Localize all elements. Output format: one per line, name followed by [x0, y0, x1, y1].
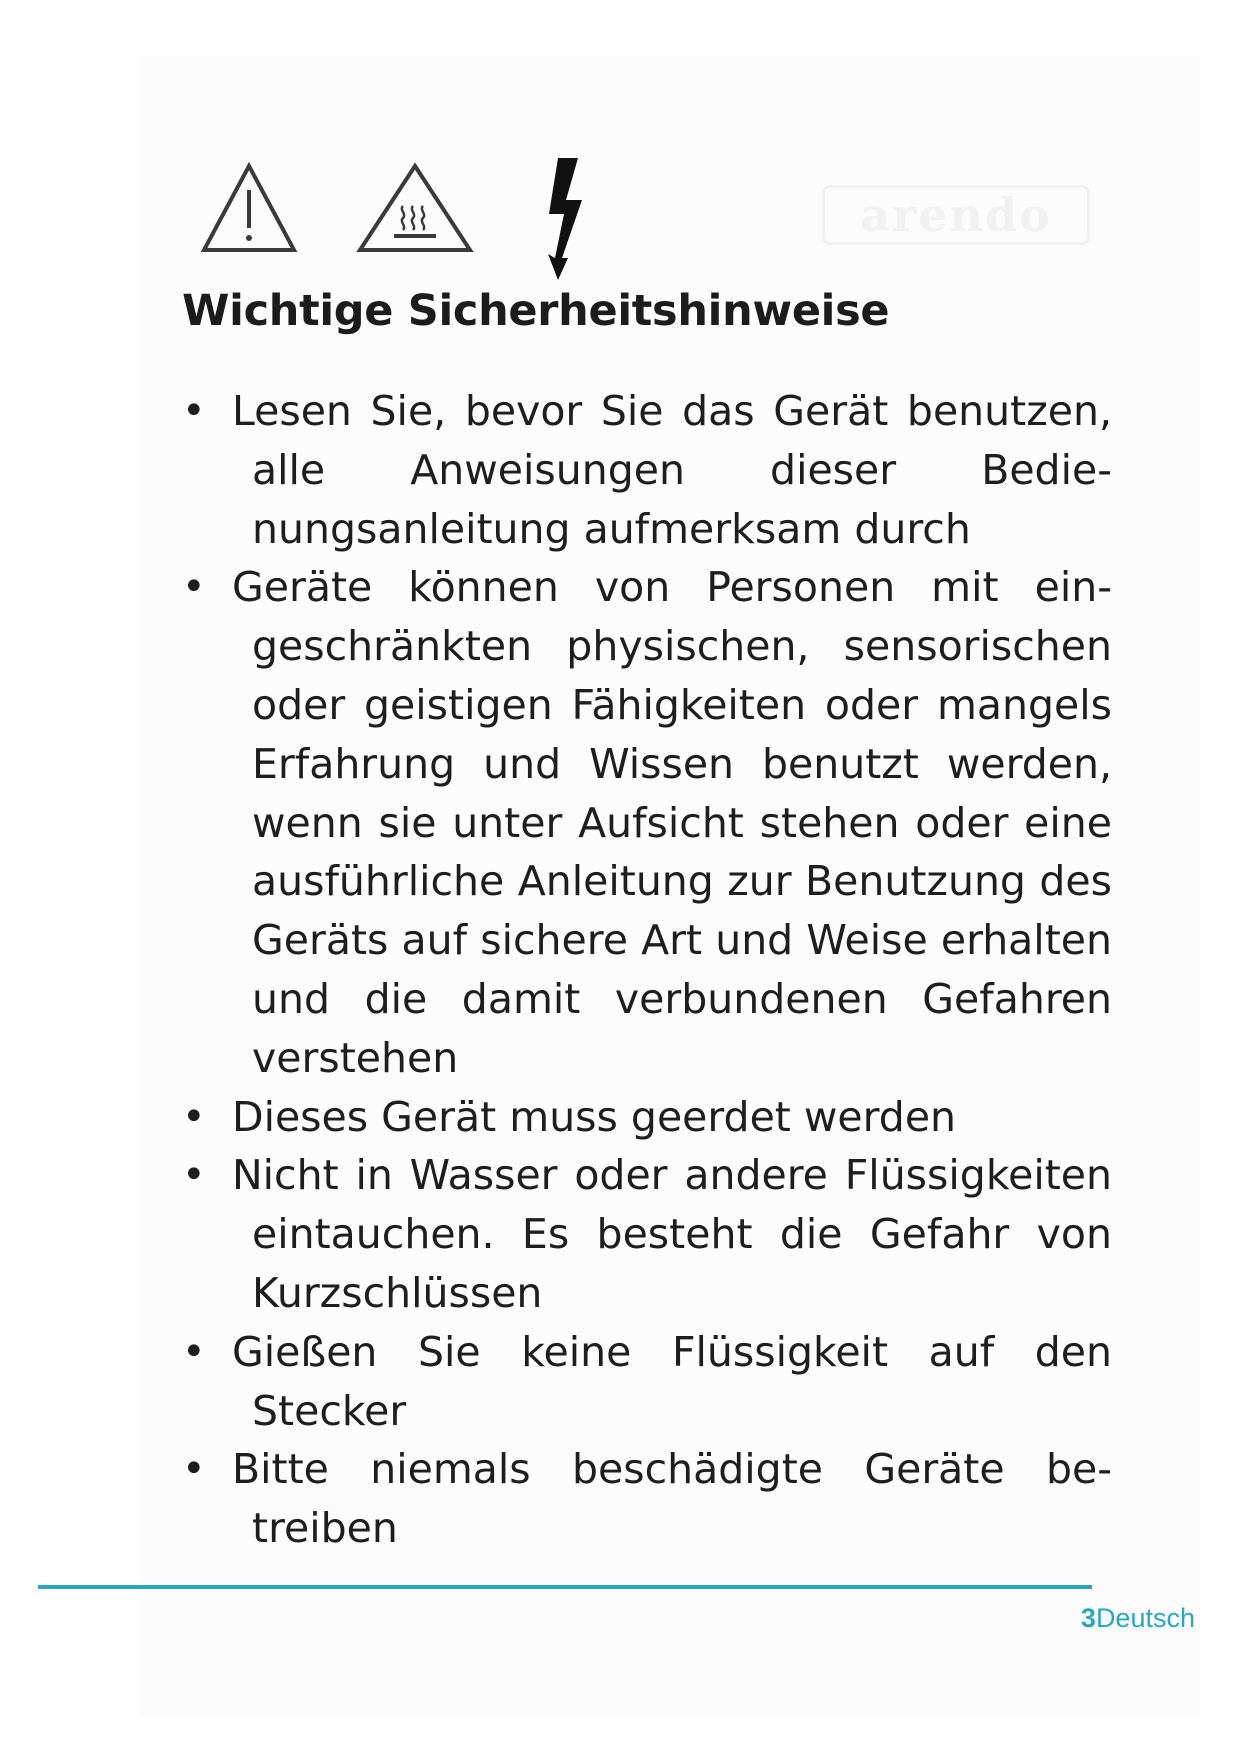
list-item-text: Bitte niemals beschädigte Geräte betreiben	[232, 1445, 1112, 1553]
list-item-text: Gießen Sie keine Flüssigkeit auf den Stecker	[232, 1327, 1112, 1435]
list-item	[182, 1088, 1112, 1147]
electric-bolt-icon	[544, 158, 584, 280]
bullet-glyph: •	[182, 1446, 206, 1493]
bullet-glyph: •	[182, 1152, 206, 1199]
safety-instructions-list	[182, 382, 1112, 1558]
list-item	[182, 382, 1112, 558]
warning-triangle-icon	[200, 162, 298, 254]
list-item	[182, 1146, 1112, 1322]
page-language: Deutsch	[1095, 1603, 1195, 1633]
list-item-text: Geräte können von Personen mit eingeschränkten physischen, sensorischen oder geistigen Fähigkeiten oder mangels Erfahrung und Wissen benutzt werden, wenn sie unter Aufsicht stehen oder eine ausführliche Anleitung zur Benutzung des Geräts auf sichere Art und Weise erhalten und die damit verbundenen Gefahren verstehen	[232, 563, 1112, 1082]
page-number: 3	[1080, 1603, 1096, 1633]
bullet-glyph: •	[182, 1093, 206, 1140]
brand-logo-text: arendo	[860, 188, 1052, 242]
list-item	[182, 1323, 1112, 1441]
brand-logo-watermark	[822, 185, 1090, 245]
list-item	[182, 558, 1112, 1087]
footer-divider	[38, 1585, 1092, 1589]
list-item	[182, 1440, 1112, 1558]
section-heading: Wichtige Sicherheitshinweise	[182, 286, 890, 336]
page-footer	[1081, 1603, 1195, 1634]
bullet-glyph: •	[182, 1328, 206, 1375]
list-item-text: Nicht in Wasser oder andere Flüssigkeiten eintauchen. Es besteht die Gefahr von Kurzschlüssen	[232, 1151, 1112, 1317]
bullet-glyph: •	[182, 388, 206, 434]
hot-surface-icon	[356, 162, 474, 254]
safety-icons	[198, 158, 638, 288]
bullet-glyph: •	[182, 564, 206, 611]
list-item-text: Dieses Gerät muss geerdet werden	[232, 1092, 957, 1141]
list-item-text: Lesen Sie, bevor Sie das Gerät benutzen, alle Anweisungen dieser Bedienungsanleitung aufmerksam durch	[232, 387, 1112, 553]
